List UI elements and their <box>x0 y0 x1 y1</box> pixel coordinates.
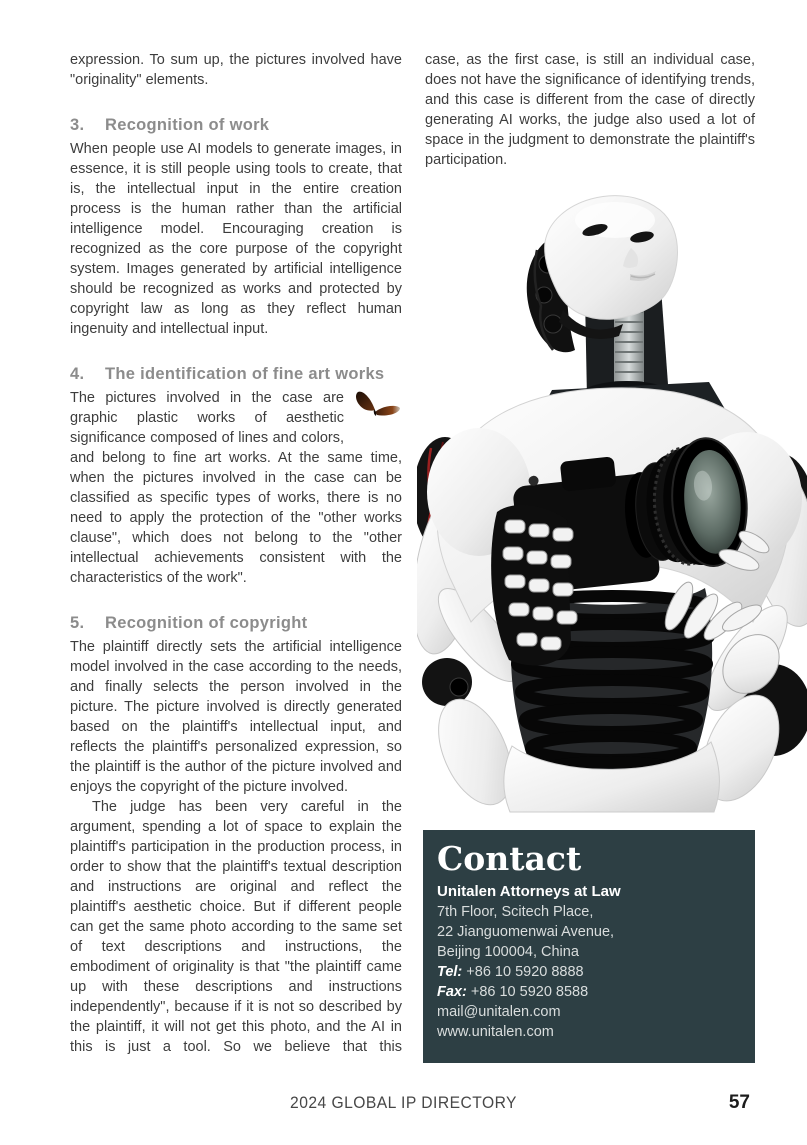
contact-address-line-2: 22 Jianguomenwai Avenue, <box>437 924 615 940</box>
section-4-heading <box>70 363 402 385</box>
section-4-text: The pictures involved in the case are graphic plastic works of aesthetic significance composed of lines and colors, and belong to fine art works. At the same time, when the pictures involved in the case can be classified as specific types of works, there is no need to apply the protection of the "other works clause", which does not belong to the "other intellectual achievements consistent with the characteristics of the work". <box>70 390 402 586</box>
contact-address-line-1: 7th Floor, Scitech Place, <box>437 904 594 920</box>
section-5-number: 5. <box>70 614 85 632</box>
tel-label: Tel: <box>437 964 463 980</box>
continued-paragraph: case, as the first case, is still an individual case, does not have the significance of identifying trends, and this case is different from the case of directly generating AI works, the judge also used a lot of space in the judgment to demonstrate the plaintiff's participation. <box>425 52 755 168</box>
section-5-paragraph-2: The judge has been very careful in the argument, spending a lot of space to explain the plaintiff's participation in the production process, in order to show that the plaintiff's textual description and instructions are original and reflect the plaintiff's aesthetic choice. But if different people can get the same photo according to the same set of text descriptions and instructions, the embodiment of originality is that "the plaintiff came up with these descriptions and instructions independently", because if it is not so described by the plaintiff, it will not get this photo, and the AI in this is just a tool. So we believe that this <box>70 799 402 1055</box>
fax-value: +86 10 5920 8588 <box>470 984 589 1000</box>
footer-title: 2024 GLOBAL IP DIRECTORY <box>290 1093 517 1112</box>
page-number: 57 <box>728 1092 750 1113</box>
section-4-paragraph <box>70 388 402 588</box>
left-column <box>70 50 402 1057</box>
section-4-title: The identification of fine art works <box>105 365 385 383</box>
section-3-heading <box>70 114 402 136</box>
contact-box <box>423 830 755 1063</box>
contact-tel <box>437 962 741 982</box>
section-3-title: Recognition of work <box>105 116 270 134</box>
robot-with-camera-image <box>417 190 807 815</box>
section-5-paragraph-1: The plaintiff directly sets the artificial intelligence model involved in the case according to the needs, and finally selects the person involved in the picture. The picture involved is directly generated based on the plaintiff's intellectual input, and reflects the plaintiff's personalized expression, so the plaintiff is the author of the picture involved and enjoys the copyright of the picture involved. <box>70 639 402 795</box>
contact-heading: Contact <box>437 839 582 878</box>
section-5-heading <box>70 612 402 634</box>
contact-firm-name: Unitalen Attorneys at Law <box>437 883 621 900</box>
butterfly-image <box>350 390 402 432</box>
contact-website: www.unitalen.com <box>437 1024 554 1040</box>
contact-address-line-3: Beijing 100004, China <box>437 944 579 960</box>
fax-label: Fax: <box>437 984 467 1000</box>
section-4-number: 4. <box>70 365 85 383</box>
section-3-paragraph: When people use AI models to generate images, in essence, it is still people using tools to create, that is, the intellectual input in the entire creation process is the human rather than the artificial intelligence model. Encouraging creation is recognized as the core purpose of the copyright system. Images generated by artificial intelligence should be recognized as works and protected by copyright law as long as they reflect human ingenuity and intellectual input. <box>70 141 402 337</box>
right-column <box>425 50 755 170</box>
intro-paragraph: expression. To sum up, the pictures involved have "originality" elements. <box>70 52 402 88</box>
section-3-number: 3. <box>70 116 85 134</box>
tel-value: +86 10 5920 8888 <box>466 964 584 980</box>
contact-fax <box>437 982 741 1002</box>
contact-email: mail@unitalen.com <box>437 1004 561 1020</box>
section-5-title: Recognition of copyright <box>105 614 308 632</box>
